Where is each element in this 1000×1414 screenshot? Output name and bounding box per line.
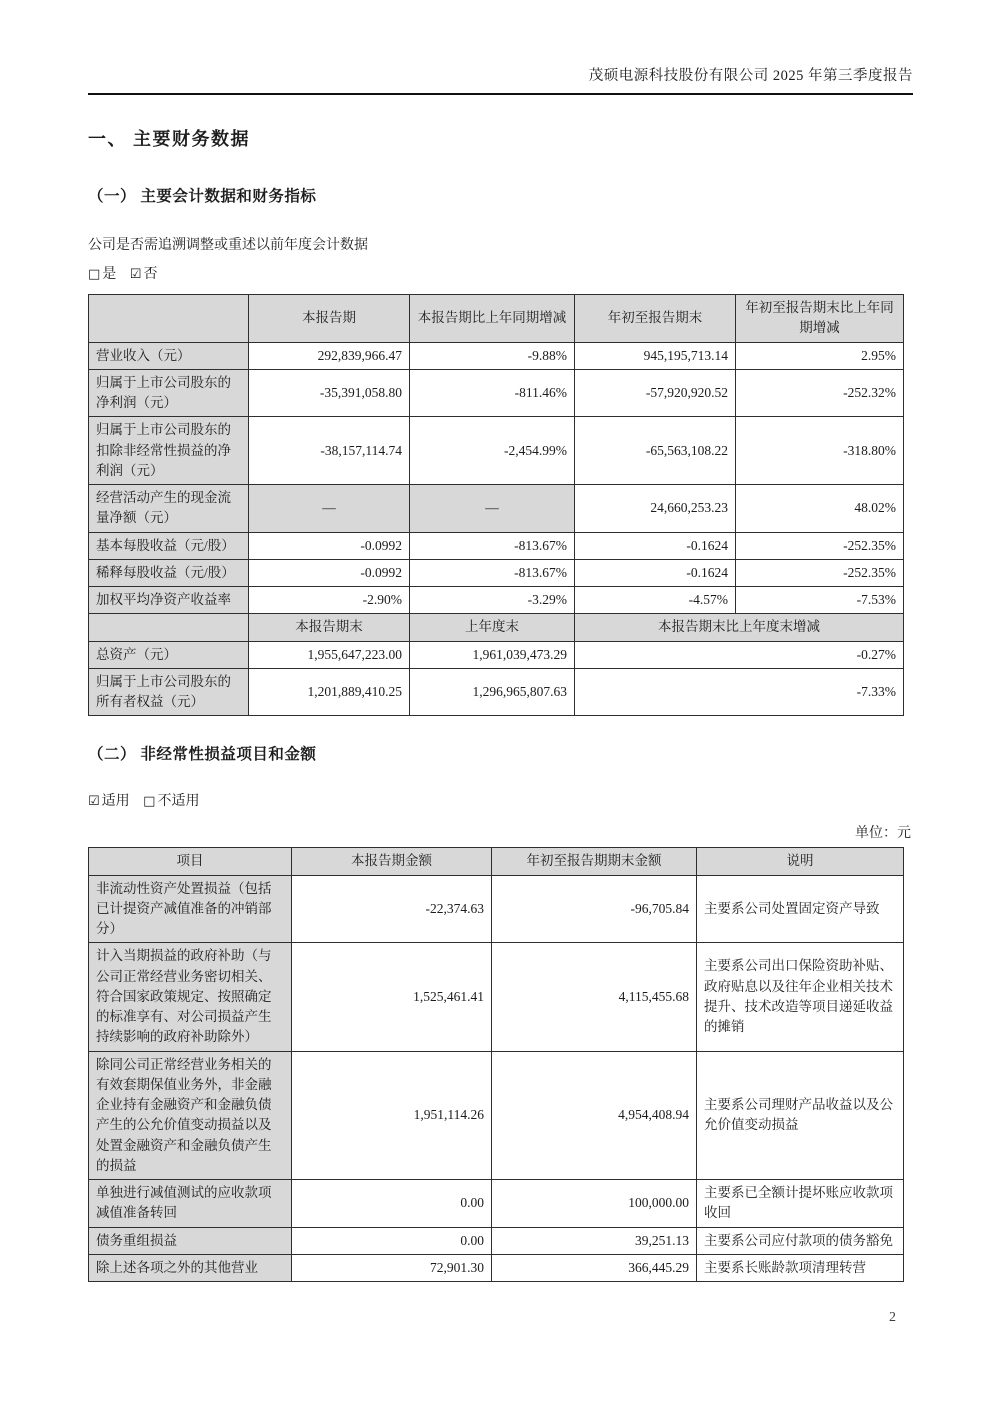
- value-yoy-change: -3.29%: [410, 587, 575, 614]
- table-row-asset-disposal: [89, 875, 904, 943]
- value-ytd-yoy-change: -252.35%: [736, 532, 904, 559]
- note: 主要系长账龄款项清理转营: [697, 1254, 904, 1281]
- metric-label: 稀释每股收益（元/股）: [89, 559, 249, 586]
- value-ytd-yoy-change: -7.53%: [736, 587, 904, 614]
- value-current-amount: 0.00: [292, 1227, 492, 1254]
- value-current-period: —: [249, 485, 410, 533]
- header-current-period: 本报告期: [249, 295, 410, 343]
- item-label: 计入当期损益的政府补助（与公司正常经营业务密切相关、符合国家政策规定、按照确定的标准享有、对公司损益产生持续影响的政府补助除外）: [89, 943, 292, 1051]
- item-label: 债务重组损益: [89, 1227, 292, 1254]
- metric-label: 归属于上市公司股东的扣除非经常性损益的净利润（元）: [89, 417, 249, 485]
- checkbox-unchecked-icon: □: [143, 794, 156, 810]
- value-ytd: -4.57%: [575, 587, 736, 614]
- header-period-end-change: 本报告期末比上年度末增减: [575, 614, 904, 641]
- value-current-period: 292,839,966.47: [249, 342, 410, 369]
- metric-label: 总资产（元）: [89, 641, 249, 668]
- restatement-checkboxes: [88, 263, 913, 283]
- header-empty-cell: [89, 614, 249, 641]
- checkbox-checked-icon: ☑: [88, 794, 100, 810]
- table-row-equity: [89, 668, 904, 716]
- metric-label: 归属于上市公司股东的所有者权益（元）: [89, 668, 249, 716]
- key-financial-data-table: [88, 294, 904, 716]
- table-row-fair-value-change: [89, 1051, 904, 1180]
- header-period-end: 本报告期末: [249, 614, 410, 641]
- table-row-revenue: [89, 342, 904, 369]
- value-ytd-yoy-change: -318.80%: [736, 417, 904, 485]
- value-ytd-amount: -96,705.84: [492, 875, 697, 943]
- checkbox-not-applicable-label: 不适用: [157, 794, 200, 810]
- table-row-basic-eps: [89, 532, 904, 559]
- unit-label: 单位：元: [855, 826, 911, 842]
- value-ytd-amount: 4,115,455.68: [492, 943, 697, 1051]
- note: 主要系公司出口保险资助补贴、政府贴息以及往年企业相关技术提升、技术改造等项目递延收益的摊销: [697, 943, 904, 1051]
- table-row-total-assets: [89, 641, 904, 668]
- checkbox-yes: [88, 267, 116, 282]
- value-current-amount: 1,951,114.26: [292, 1051, 492, 1180]
- header-empty-cell: [89, 295, 249, 343]
- value-ytd: -65,563,108.22: [575, 417, 736, 485]
- value-period-end: 1,201,889,410.25: [249, 668, 410, 716]
- note: 主要系公司理财产品收益以及公允价值变动损益: [697, 1051, 904, 1180]
- checkbox-yes-label: 是: [102, 267, 117, 282]
- note: 主要系已全额计提坏账应收款项收回: [697, 1180, 904, 1228]
- section-title: 一、 主要财务数据: [88, 129, 250, 149]
- value-current-amount: 1,525,461.41: [292, 943, 492, 1051]
- value-current-period: -35,391,058.80: [249, 369, 410, 417]
- subsection-1-title: （一） 主要会计数据和财务指标: [88, 188, 317, 205]
- header-ytd-yoy-change: 年初至报告期末比上年同期增减: [736, 295, 904, 343]
- value-yoy-change: -811.46%: [410, 369, 575, 417]
- table-row-other-operating: [89, 1254, 904, 1281]
- value-yoy-change: —: [410, 485, 575, 533]
- header-note: 说明: [697, 848, 904, 875]
- table-row-diluted-eps: [89, 559, 904, 586]
- value-ytd-amount: 39,251.13: [492, 1227, 697, 1254]
- header-prior-year-end: 上年度末: [410, 614, 575, 641]
- value-current-amount: 72,901.30: [292, 1254, 492, 1281]
- header-yoy-change: 本报告期比上年同期增减: [410, 295, 575, 343]
- value-ytd: -57,920,920.52: [575, 369, 736, 417]
- value-ytd-yoy-change: 48.02%: [736, 485, 904, 533]
- page-header: 茂硕电源科技股份有限公司 2025 年第三季度报告: [588, 68, 913, 84]
- checkbox-checked-icon: ☑: [129, 267, 142, 282]
- value-ytd-amount: 4,954,408.94: [492, 1051, 697, 1180]
- item-label: 单独进行减值测试的应收款项减值准备转回: [89, 1180, 292, 1228]
- value-current-amount: 0.00: [292, 1180, 492, 1228]
- value-change: -7.33%: [575, 668, 904, 716]
- value-current-amount: -22,374.63: [292, 875, 492, 943]
- checkbox-no-label: 否: [143, 267, 158, 282]
- value-yoy-change: -813.67%: [410, 559, 575, 586]
- metric-label: 归属于上市公司股东的净利润（元）: [89, 369, 249, 417]
- restatement-question: 公司是否需追溯调整或重述以前年度会计数据: [88, 238, 368, 253]
- value-ytd-yoy-change: -252.32%: [736, 369, 904, 417]
- checkbox-no: [130, 267, 158, 282]
- checkbox-applicable-label: 适用: [101, 794, 130, 810]
- value-ytd: -0.1624: [575, 559, 736, 586]
- table-row-debt-restructuring: [89, 1227, 904, 1254]
- table-header-row: [89, 848, 904, 875]
- non-recurring-items-table: [88, 847, 904, 1282]
- value-ytd-yoy-change: 2.95%: [736, 342, 904, 369]
- value-ytd-yoy-change: -252.35%: [736, 559, 904, 586]
- metric-label: 营业收入（元）: [89, 342, 249, 369]
- header-ytd-amount: 年初至报告期期末金额: [492, 848, 697, 875]
- table-row-weighted-avg-roe: [89, 587, 904, 614]
- value-current-period: -2.90%: [249, 587, 410, 614]
- header-current-amount: 本报告期金额: [292, 848, 492, 875]
- value-yoy-change: -2,454.99%: [410, 417, 575, 485]
- header-item: 项目: [89, 848, 292, 875]
- value-yoy-change: -9.88%: [410, 342, 575, 369]
- note: 主要系公司应付款项的债务豁免: [697, 1227, 904, 1254]
- table-row-net-profit-excl-nonrecurring: [89, 417, 904, 485]
- metric-label: 基本每股收益（元/股）: [89, 532, 249, 559]
- checkbox-unchecked-icon: □: [88, 267, 101, 282]
- value-current-period: -38,157,114.74: [249, 417, 410, 485]
- header-ytd: 年初至报告期末: [575, 295, 736, 343]
- value-change: -0.27%: [575, 641, 904, 668]
- metric-label: 加权平均净资产收益率: [89, 587, 249, 614]
- checkbox-applicable: [88, 794, 130, 809]
- item-label: 除同公司正常经营业务相关的有效套期保值业务外，非金融企业持有金融资产和金融负债产生的公允价值变动损益以及处置金融资产和金融负债产生的损益: [89, 1051, 292, 1180]
- value-ytd: -0.1624: [575, 532, 736, 559]
- checkbox-not-applicable: [143, 794, 199, 809]
- value-prior-year-end: 1,296,965,807.63: [410, 668, 575, 716]
- item-label: 除上述各项之外的其他营业: [89, 1254, 292, 1281]
- table-row-net-profit: [89, 369, 904, 417]
- table-row-government-subsidy: [89, 943, 904, 1051]
- metric-label: 经营活动产生的现金流量净额（元）: [89, 485, 249, 533]
- value-ytd: 24,660,253.23: [575, 485, 736, 533]
- item-label: 非流动性资产处置损益（包括已计提资产减值准备的冲销部分）: [89, 875, 292, 943]
- table-header-row: [89, 295, 904, 343]
- applicable-checkboxes: [88, 790, 913, 810]
- value-current-period: -0.0992: [249, 532, 410, 559]
- value-period-end: 1,955,647,223.00: [249, 641, 410, 668]
- value-current-period: -0.0992: [249, 559, 410, 586]
- page-number: 2: [889, 1310, 896, 1325]
- header-rule: [88, 93, 913, 95]
- table-row-impairment-reversal: [89, 1180, 904, 1228]
- value-prior-year-end: 1,961,039,473.29: [410, 641, 575, 668]
- subsection-2-title: （二） 非经常性损益项目和金额: [88, 746, 317, 764]
- value-ytd-amount: 100,000.00: [492, 1180, 697, 1228]
- value-ytd-amount: 366,445.29: [492, 1254, 697, 1281]
- table-row-operating-cash-flow: [89, 485, 904, 533]
- table-header-row-period-end: [89, 614, 904, 641]
- value-yoy-change: -813.67%: [410, 532, 575, 559]
- note: 主要系公司处置固定资产导致: [697, 875, 904, 943]
- value-ytd: 945,195,713.14: [575, 342, 736, 369]
